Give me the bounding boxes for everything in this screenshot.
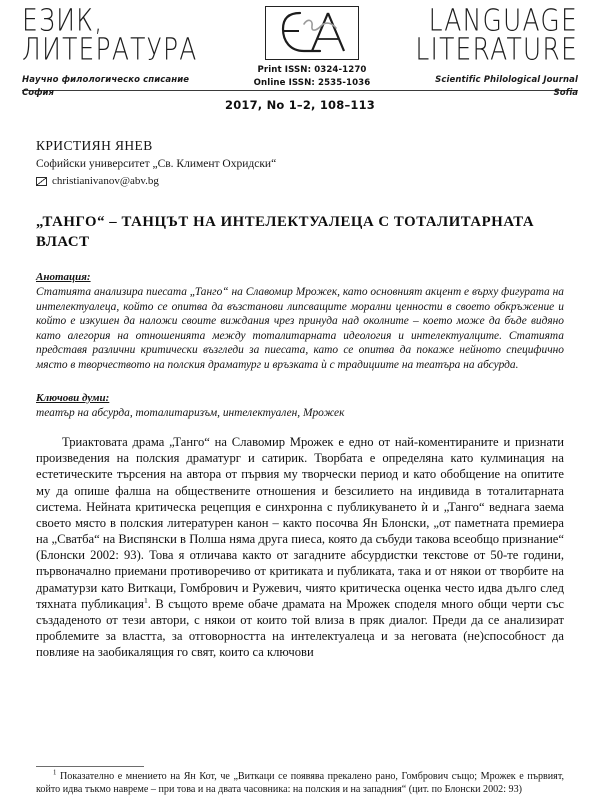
online-issn: Online ISSN: 2535-1036 [253, 77, 371, 88]
footnote-text [36, 771, 564, 797]
print-issn: Print ISSN: 0324-1270 [257, 65, 367, 75]
footnote-marker: 1 [53, 770, 57, 778]
keywords-text: театър на абсурда, тоталитаризъм, интелектуален, Мрожек [36, 406, 345, 419]
footnote-reference[interactable]: 1 [143, 595, 148, 605]
author-affiliation: Софийски университет „Св. Климент Охридски“ [36, 158, 277, 170]
footnote-area [36, 766, 564, 797]
author-name: КРИСТИЯН ЯНЕВ [36, 138, 153, 153]
footnote-separator [36, 766, 144, 767]
journal-logo-line2: ЛИТЕРАТУРА [22, 31, 198, 67]
journal-logo-line2-en: LITERATURE [415, 31, 578, 67]
author-email[interactable]: christianivanov@abv.bg [52, 175, 159, 187]
journal-subtitle-bg: Научно филологическо списание [22, 75, 190, 85]
abstract-text: Статията анализира пиесата „Танго“ на Славомир Мрожек, като основният акцент е върху фигурата на интелектуалеца, който се опитва да възстанови липсващите морални ценности в своето обкръжение и който е изкушен да наложи своите виждания чрез принуда над околните – което може да бъде видяно като алегория на отношенията между тоталитарната идеология и интелектуалците. Статията представя различни критически възгледи за пиесата, като се опитва да покаже нейното специфично място в творчеството на полския драматург и връзката ѝ с традициите на театъра на абсурда. [36, 286, 564, 371]
article-content [36, 138, 564, 660]
journal-city-en: Sofia [553, 88, 578, 98]
abstract-label: Анотация: [36, 271, 91, 284]
keywords-label: Ключови думи: [36, 391, 110, 404]
masthead-center-emblem [234, 4, 390, 90]
body-paragraph-tail: . В същото време обаче драмата на Мрожек споделя много общи черти със създаденото от тези автори, с някои от които той влиза в пряк диалог. Преди да се анализират проблемите за властта, за отговорността на интелектуалеца и за неговата (не)способност да повлияе на заобикалящия го свят, които са ключови [36, 596, 564, 660]
author-email-row [36, 175, 564, 187]
envelope-icon [36, 177, 47, 186]
journal-city-bg: София [22, 88, 54, 98]
article-title: „ТАНГО“ – ТАНЦЪТ НА ИНТЕЛЕКТУАЛЕЦА С ТОТАЛИТАРНАТА ВЛАСТ [36, 214, 535, 250]
masthead-right-logo [390, 2, 578, 98]
journal-logo-line1-en: LANGUAGE [428, 2, 578, 38]
journal-article-page [0, 4, 600, 804]
body-paragraph [36, 434, 564, 660]
masthead-left-logo [22, 2, 234, 98]
journal-subtitle-en: Scientific Philological Journal [435, 75, 578, 85]
issue-citation-line: 2017, No 1–2, 108–113 [225, 98, 375, 112]
body-paragraph-head: Триактовата драма „Танго“ на Славомир Мрожек е едно от най-коментираните и признати произведения на полския драматург и сатирик. Творбата е определяна като кулминация на естетическите търсения на автора от първия му творчески период и като обобщение на опитите му да опише фалша на обществените отношения и безсилието на индивида в тоталитарната система. Нейната критическа рецепция е синхронна с публикуването ѝ и „Танго“ веднага заема своето място в полския литературен канон – както посочва Ян Блонски, „от паметната премиера на „Сватба“ на Виспянски в Полша няма друга пиеса, която да събуди такова всеобщо признание“ (Блонски 2002: 93). Това я отличава както от загадните абсурдистки текстове от 50-те години, първоначално приемани противоречиво от критиката и публиката, така и от някои от творбите на драматурзи като Виткаци, Гомбрович и Ружевич, чиято критическа оценка често идва дълго след тяхната публикация [36, 435, 564, 611]
journal-logo-line1: ЕЗИК, [22, 2, 104, 38]
masthead [22, 2, 578, 98]
eul-monogram-icon [265, 6, 359, 60]
footnote-body: Показателно е мнението на Ян Кот, че „Виткаци се появява прекалено рано, Гомбрович също; Мрожек е първият, който идва тъкмо навреме – при това и на двата часовника: на полския и на западния“ (цит. по Блонски 2002: 93) [36, 771, 564, 796]
